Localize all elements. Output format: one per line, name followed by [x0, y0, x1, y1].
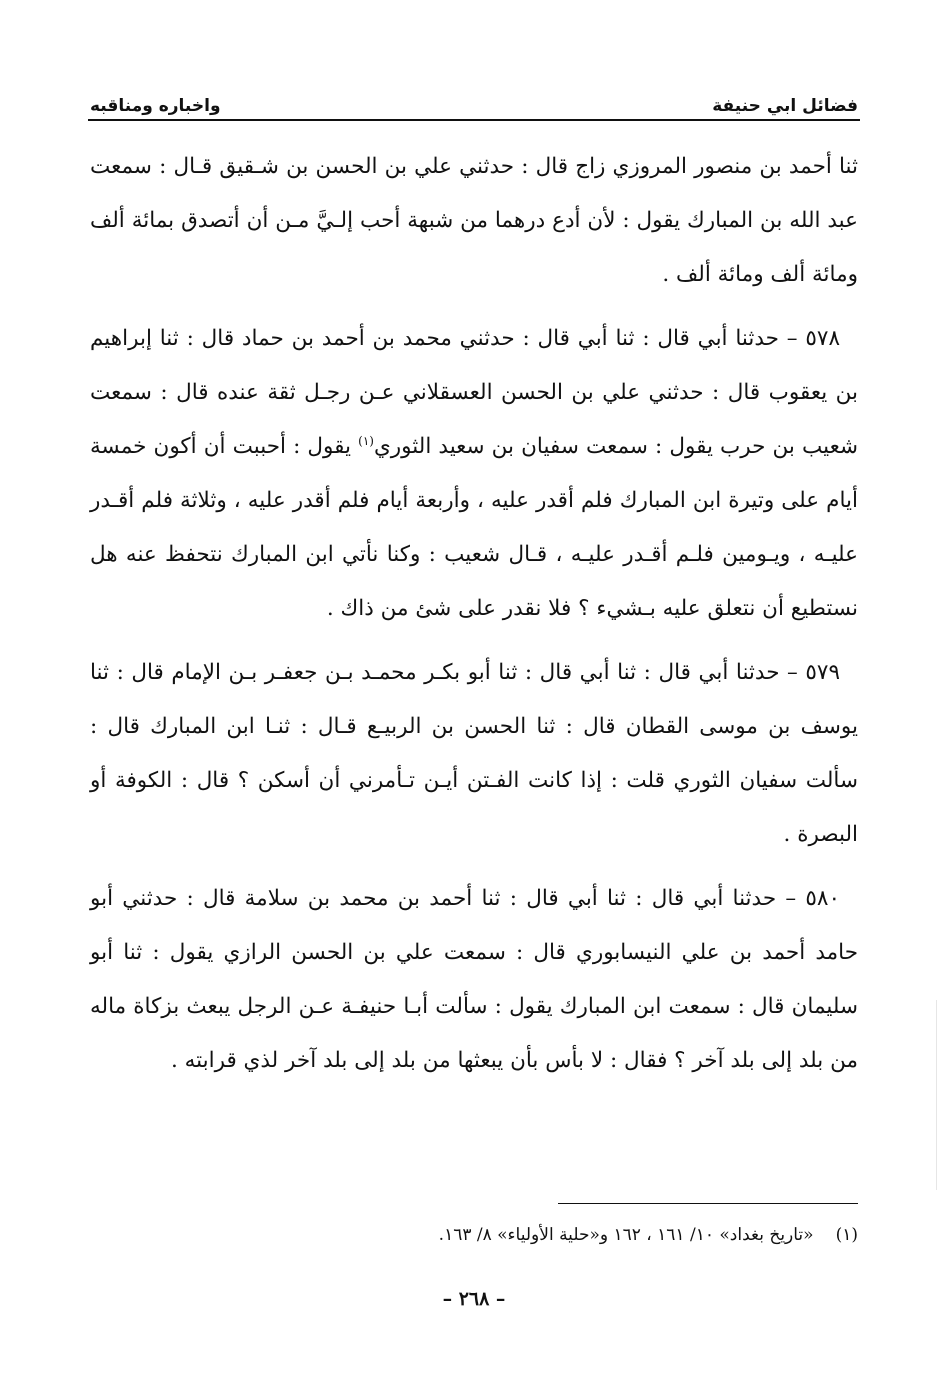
footnote-divider — [558, 1203, 858, 1204]
main-text — [90, 140, 858, 1088]
paragraph-578-part-2: يقول : أحببت أن أكون خمسة أيام على وتيرة ابن المبارك فلم أقدر عليه ، وأربعة أيام فلم أقدر عليه ، وثلاثة فلم أقـدر عليـه ، ويـومين فلـم أقـدر عليـه ، قـال شعيب : وكنا نأتي ابن المبارك نتحفظ عنه هل نستطيع أن نتعلق عليه بـشيء ؟ فلا نقدر على شئ من ذاك . — [90, 434, 858, 621]
paragraph-580: ٥٨٠ – حدثنا أبي قال : ثنا أبي قال : ثنا أحمد بن محمد بن سلامة قال : حدثني أبو حامد أحمد بن علي النيسابوري قال : سمعت علي بن الحسن الرازي يقول : ثنا أبو سليمان قال : سمعت ابن المبارك يقول : سألت أبـا حنيفـة عـن الرجل يبعث بزكاة ماله من بلد إلى بلد آخر ؟ فقال : لا بأس بأن يبعثها من بلد إلى بلد آخر لذي قرابته . — [90, 886, 858, 1073]
footnote-number: (١) — [835, 1225, 858, 1245]
paragraph-1: ثنا أحمد بن منصور المروزي زاج قال : حدثني علي بن الحسن بن شـقيق قـال : سمعت عبد الله بن المبارك يقول : لأن أدع درهما من شبهة أحب إلـيَّ مـن أن أتصدق بمائة ألف ومائة ألف ومائة ألف . — [90, 154, 858, 287]
footnote-reference[interactable]: (١) — [358, 433, 374, 448]
running-header — [90, 82, 858, 116]
paragraph-578 — [90, 312, 858, 636]
paragraph-579: ٥٧٩ – حدثنا أبي قال : ثنا أبي قال : ثنا أبو بكـر محمـد بـن جعفـر بـن الإمام قال : ثنا يوسف بن موسى القطان قال : ثنا الحسن بن الربيـع قـال : ثنـا ابن المبارك قال : سألت سفيان الثوري قلت : إذا كانت الفـتن أيـن تـأمرني أن أسكن ؟ قال : الكوفة أو البصرة . — [90, 660, 858, 847]
header-book-title: فضائل ابي حنيفة — [712, 96, 858, 116]
header-section-title: واخباره ومناقبه — [90, 96, 221, 116]
header-divider — [88, 119, 860, 121]
paragraph-578-part-1: ٥٧٨ – حدثنا أبي قال : ثنا أبي قال : حدثني محمد بن أحمد بن حماد قال : ثنا إبراهيم بن يعقوب قال : حدثني علي بن الحسن العسقلاني عـن رجـل ثقة عنده قال : سمعت شعيب بن حرب يقول : سمعت سفيان بن سعيد الثوري — [90, 326, 858, 459]
page-number: – ٢٦٨ – — [442, 1288, 506, 1310]
footnote — [90, 1220, 858, 1250]
footnote-text: «تاريخ بغداد» ١٠/ ١٦١ ، ١٦٢ و«حلية الأولياء» ٨/ ١٦٣. — [438, 1225, 814, 1245]
scan-edge-mark — [936, 1000, 937, 1190]
